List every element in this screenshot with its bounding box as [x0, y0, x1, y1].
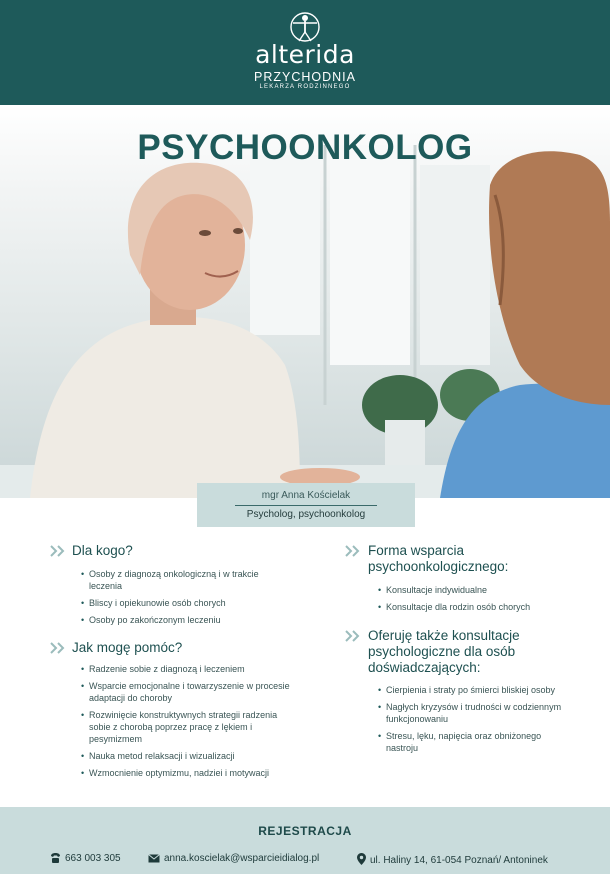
list-item: • Bliscy i opiekunowie osób chorych: [81, 597, 291, 609]
phone-icon: [50, 853, 61, 863]
header-bar: [0, 0, 610, 105]
contact-address[interactable]: [357, 853, 548, 866]
list-item: • Wsparcie emocjonalne i towarzyszenie w procesie adaptacji do choroby: [81, 680, 291, 704]
section-heading-for-whom: Dla kogo?: [72, 543, 133, 558]
for-whom-list: [81, 568, 291, 631]
support-form-list: [378, 584, 578, 618]
list-item: • Cierpienia i straty po śmierci bliskiej osoby: [378, 684, 568, 696]
how-help-list: [81, 663, 291, 784]
double-chevron-icon: [345, 545, 361, 557]
list-item: • Rozwinięcie konstruktywnych strategii radzenia sobie z chorobą poprzez pracę z lękiem i pesymizmem: [81, 709, 291, 745]
footer-registration: [0, 807, 610, 874]
list-item: • Radzenie sobie z diagnozą i leczeniem: [81, 663, 291, 675]
location-pin-icon: [357, 853, 366, 865]
brand-subtitle-small: LEKARZA RODZINNEGO: [259, 84, 351, 90]
brand-name: alterida: [255, 40, 355, 69]
specialist-name-box: [197, 483, 415, 527]
also-offer-list: [378, 684, 568, 759]
page-title: PSYCHOONKOLOG: [137, 128, 473, 167]
registration-heading: REJESTRACJA: [258, 824, 352, 838]
contact-phone[interactable]: [50, 853, 121, 864]
section-heading-support-form: Forma wsparcia psychoonkologicznego:: [368, 543, 509, 574]
divider: [235, 505, 377, 506]
address-text: ul. Haliny 14, 61-054 Poznań/ Antoninek: [370, 855, 548, 866]
list-item: • Wzmocnienie optymizmu, nadziei i motywacji: [81, 767, 291, 779]
section-heading-how-help: Jak mogę pomóc?: [72, 640, 183, 655]
double-chevron-icon: [50, 545, 66, 557]
list-item: • Osoby po zakończonym leczeniu: [81, 614, 291, 626]
phone-number: 663 003 305: [65, 853, 121, 864]
vitruvian-logo-icon: [289, 10, 321, 44]
double-chevron-icon: [345, 630, 361, 642]
contact-email[interactable]: [148, 853, 319, 864]
list-item: • Konsultacje indywidualne: [378, 584, 578, 596]
brand-subtitle: PRZYCHODNIA: [254, 70, 356, 84]
list-item: • Nauka metod relaksacji i wizualizacji: [81, 750, 291, 762]
email-address: anna.koscielak@wsparcieidialog.pl: [164, 853, 320, 864]
list-item: • Osoby z diagnozą onkologiczną i w trakcie leczenia: [81, 568, 291, 592]
specialist-role: Psycholog, psychoonkolog: [246, 509, 366, 520]
list-item: • Konsultacje dla rodzin osób chorych: [378, 601, 578, 613]
section-heading-also-offer: Oferuję także konsultacje psychologiczne dla osób doświadczających:: [368, 628, 520, 675]
double-chevron-icon: [50, 642, 66, 654]
list-item: • Nagłych kryzysów i trudności w codziennym funkcjonowaniu: [378, 701, 568, 725]
specialist-name: mgr Anna Kościelak: [261, 490, 351, 501]
envelope-icon: [148, 854, 160, 863]
list-item: • Stresu, lęku, napięcia oraz obniżonego nastroju: [378, 730, 568, 754]
